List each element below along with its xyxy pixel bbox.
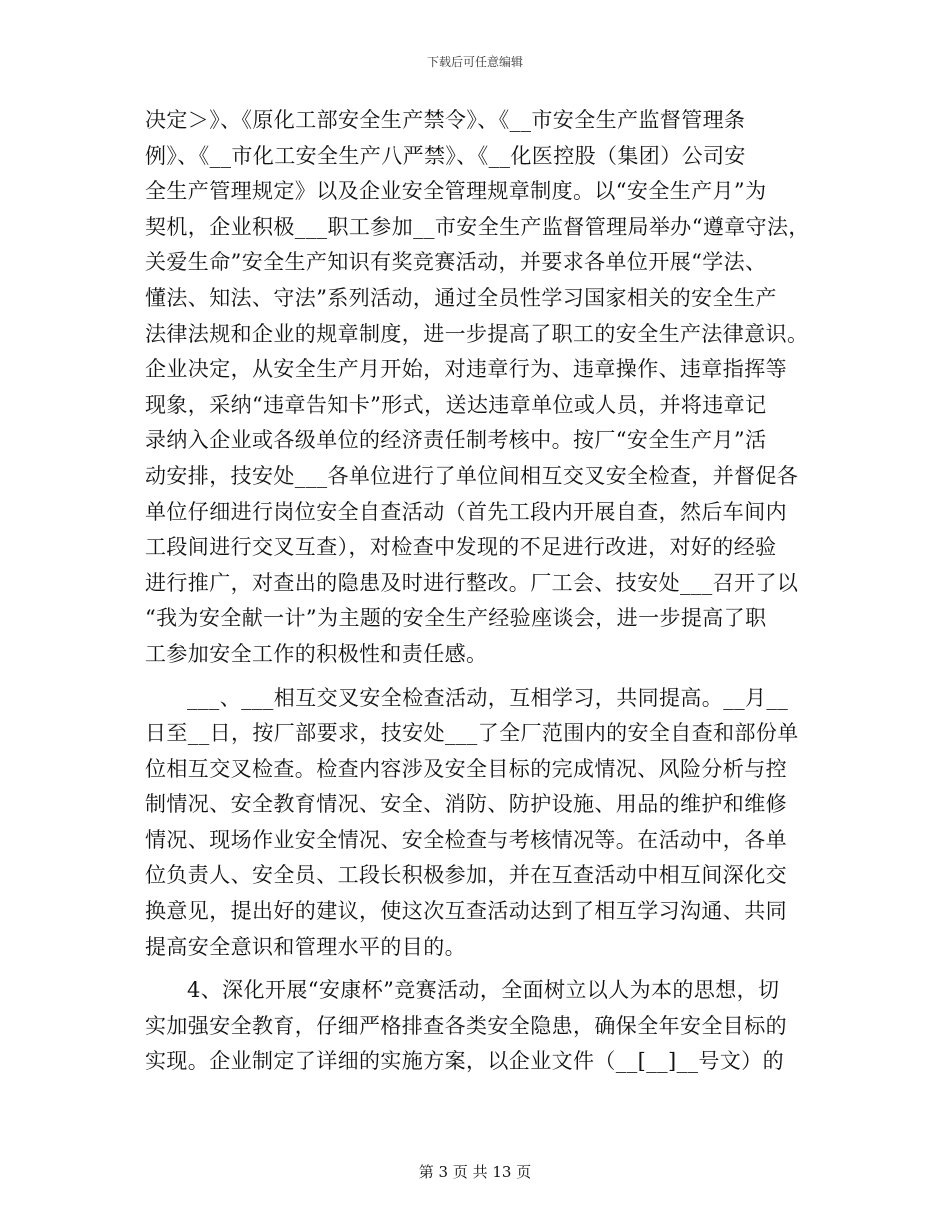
text-line: 懂法、知法、守法”系列活动，通过全员性学习国家相关的安全生产 (145, 285, 777, 310)
paragraph-gap (145, 673, 815, 681)
text-line: 提高安全意识和管理水平的目的。 (145, 934, 466, 959)
text-line: 录纳入企业或各级单位的经济责任制考核中。按厂“安全生产月”活 (145, 428, 767, 453)
text-line: ___、___相互交叉安全检查活动，互相学习，共同提高。__月__ (187, 685, 789, 710)
paragraph-gap (145, 965, 815, 973)
text-line: 关爱生命”安全生产知识有奖竞赛活动，并要求各单位开展“学法、 (145, 250, 767, 275)
page-number: 第 3 页 共 13 页 (418, 1163, 532, 1181)
text-line: 日至__日，按厂部要求，技安处___了全厂范围内的安全自查和部份单 (145, 721, 799, 746)
text-line: 进行推广，对查出的隐患及时进行整改。厂工会、技安处___召开了以 (145, 570, 799, 595)
text-line: 情况、现场作业安全情况、安全检查与考核情况等。在活动中，各单 (145, 827, 787, 852)
text-line: 全生产管理规定》以及企业安全管理规章制度。以“安全生产月”为 (145, 179, 767, 204)
header-note: 下载后可任意编辑 (426, 55, 523, 69)
text-line: 契机，企业积极___职工参加__市安全生产监督管理局举办“遵章守法， (145, 214, 810, 239)
text-line: 实现。企业制定了详细的实施方案，以企业文件（__[__]__号文）的 (145, 1049, 784, 1074)
text-line: “我为安全献一计”为主题的安全生产经验座谈会，进一步提高了职 (145, 606, 767, 631)
text-line: 制情况、安全教育情况、安全、消防、防护设施、用品的维护和维修 (145, 792, 787, 817)
paragraph-3 (145, 973, 815, 1080)
text-line: 法律法规和企业的规章制度，进一步提高了职工的安全生产法律意识。 (145, 321, 809, 346)
text-line: 位相互交叉检查。检查内容涉及安全目标的完成情况、风险分析与控 (145, 756, 787, 781)
text-line: 工参加安全工作的积极性和责任感。 (145, 641, 488, 666)
text-line: 企业决定，从安全生产月开始，对违章行为、违章操作、违章指挥等 (145, 357, 787, 382)
text-line: 实加强安全教育，仔细严格排查各类安全隐患，确保全年安全目标的 (145, 1013, 787, 1038)
paragraph-2 (145, 681, 815, 966)
text-line: 位负责人、安全员、工段长积极参加，并在互查活动中相互间深化交 (145, 863, 787, 888)
text-line: 4、深化开展“安康杯”竞赛活动，全面树立以人为本的思想，切 (187, 978, 780, 1003)
text-line: 例》、《__市化工安全生产八严禁》、《__化医控股（集团）公司安 (145, 143, 746, 168)
text-line: 单位仔细进行岗位安全自查活动（首先工段内开展自查，然后车间内 (145, 499, 787, 524)
text-line: 动安排，技安处___各单位进行了单位间相互交叉安全检查，并督促各 (145, 463, 799, 488)
text-line: 决定＞》、《原化工部安全生产禁令》、《__市安全生产监督管理条 (145, 108, 746, 132)
text-line: 工段间进行交叉互查），对检查中发现的不足进行改进，对好的经验 (145, 535, 777, 560)
text-line: 现象，采纳“违章告知卡”形式，送达违章单位或人员，并将违章记 (145, 392, 767, 417)
text-line: 换意见，提出好的建议，使这次互查活动达到了相互学习沟通、共同 (145, 899, 787, 924)
paragraph-1 (145, 103, 815, 673)
document-body (145, 103, 815, 1080)
